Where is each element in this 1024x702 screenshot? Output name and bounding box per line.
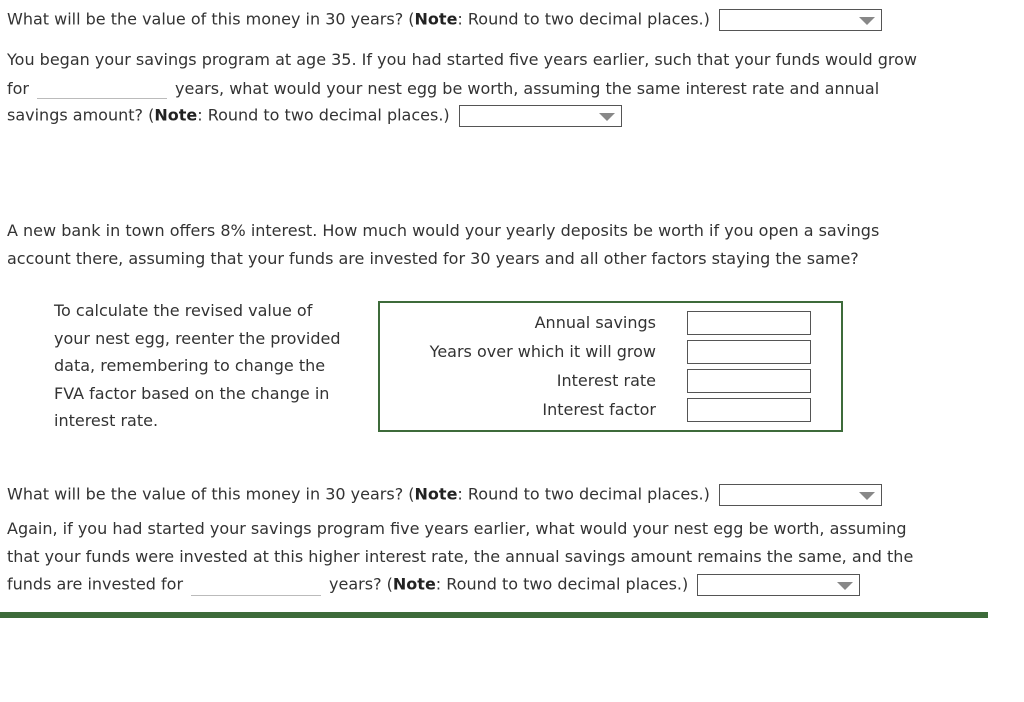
chevron-down-icon — [837, 582, 853, 590]
question-1: What will be the value of this money in 30 years? (Note: Round to two decimal places.) — [7, 9, 882, 31]
years-blank-2[interactable] — [191, 575, 321, 596]
section-divider — [0, 612, 988, 618]
chevron-down-icon — [859, 17, 875, 25]
answer-dropdown-1[interactable] — [719, 9, 882, 31]
chevron-down-icon — [859, 492, 875, 500]
years-row: Years over which it will grow — [380, 340, 841, 366]
input-panel — [378, 301, 843, 432]
question-2-line-3: savings amount? (Note: Round to two decimal places.) — [7, 105, 622, 127]
question-3-line-2: account there, assuming that your funds are invested for 30 years and all other factors staying the same? — [7, 249, 859, 268]
interest-factor-row: Interest factor — [380, 398, 841, 424]
question-5-line-2: that your funds were invested at this higher interest rate, the annual savings amount remains the same, and the — [7, 547, 914, 566]
annual-savings-row: Annual savings — [380, 311, 841, 337]
interest-rate-input[interactable] — [687, 369, 811, 393]
question-3-line-1: A new bank in town offers 8% interest. How much would your yearly deposits be worth if you open a savings — [7, 221, 880, 240]
question-5-line-3: funds are invested for years? (Note: Round to two decimal places.) — [7, 574, 860, 596]
answer-dropdown-2[interactable] — [459, 105, 622, 127]
question-5-line-1: Again, if you had started your savings program five years earlier, what would your nest egg be worth, assuming — [7, 519, 907, 538]
question-4: What will be the value of this money in 30 years? (Note: Round to two decimal places.) — [7, 484, 882, 506]
chevron-down-icon — [599, 113, 615, 121]
interest-factor-input[interactable] — [687, 398, 811, 422]
question-2-line-2: for years, what would your nest egg be worth, assuming the same interest rate and annual — [7, 79, 880, 98]
years-input[interactable] — [687, 340, 811, 364]
years-blank-1[interactable] — [37, 78, 167, 99]
question-2-line-1: You began your savings program at age 35. If you had started five years earlier, such that your funds would grow — [7, 50, 918, 69]
interest-rate-row: Interest rate — [380, 369, 841, 395]
answer-dropdown-4[interactable] — [697, 574, 860, 596]
answer-dropdown-3[interactable] — [719, 484, 882, 506]
instructions-text: To calculate the revised value of your nest egg, reenter the provided data, remembering to change the FVA factor based on the change in interest rate. — [54, 301, 341, 431]
annual-savings-input[interactable] — [687, 311, 811, 335]
